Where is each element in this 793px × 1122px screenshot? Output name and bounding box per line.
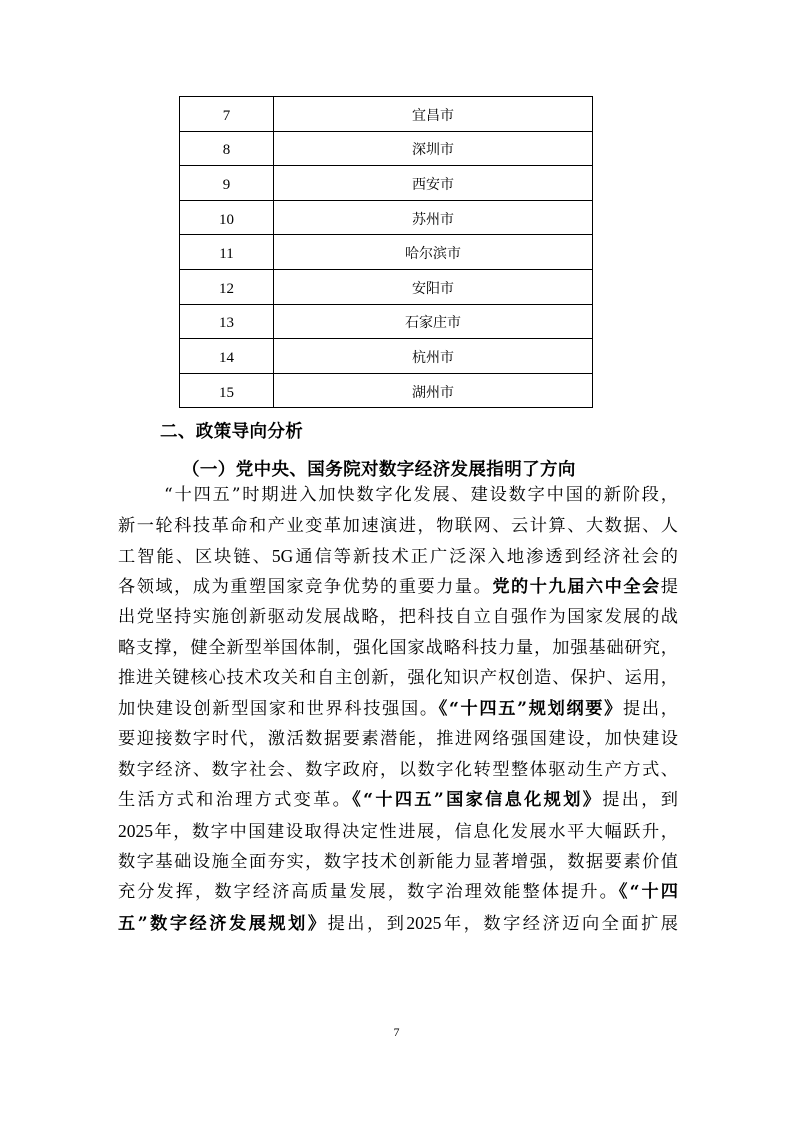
city-name: 湖州市: [274, 373, 593, 408]
line-text: 工智能、区块链、: [118, 547, 272, 568]
paragraph-line: [118, 511, 678, 542]
line-text: 要迎接数字时代，激活数据要素潜能，推进网络强国建设，加快建设: [118, 729, 678, 750]
table-row: [180, 269, 593, 304]
line-text: 数字经济、数字社会、数字政府，以数字化转型整体驱动生产方式、: [118, 759, 678, 780]
city-name: 哈尔滨市: [274, 235, 593, 270]
inline-number: 2025: [406, 912, 442, 933]
table-row: [180, 97, 593, 132]
table-row: [180, 373, 593, 408]
row-number: 15: [180, 373, 274, 408]
row-number: 14: [180, 339, 274, 374]
city-ranking-table: [179, 96, 593, 408]
paragraph-line: [118, 633, 678, 664]
line-text: 提: [660, 576, 678, 597]
paragraph-line: [118, 541, 678, 572]
table-row: [180, 339, 593, 374]
row-number: 8: [180, 131, 274, 166]
line-text: 充分发挥，数字经济高质量发展，数字治理效能整体提升。: [118, 882, 619, 903]
table-row: [180, 304, 593, 339]
paragraph-line: [118, 480, 678, 511]
city-name: 深圳市: [274, 131, 593, 166]
paragraph-line: [118, 755, 678, 786]
paragraph-line: [118, 877, 678, 908]
table-row: [180, 200, 593, 235]
line-text: 出党坚持实施创新驱动发展战略，把科技自立自强作为国家发展的战: [118, 607, 678, 628]
line-text: 加快建设创新型国家和世界科技强国。: [118, 698, 439, 719]
city-name: 石家庄市: [274, 304, 593, 339]
line-text: 提出，到: [327, 913, 407, 934]
section-heading: 二、政策导向分析: [160, 422, 304, 442]
paragraph-line: [118, 694, 678, 725]
line-text: 年，数字中国建设取得决定性进展，信息化发展水平大幅跃升，: [153, 822, 678, 843]
page-number: 7: [393, 1025, 400, 1039]
table-row: [180, 131, 593, 166]
subsection-heading: （一）党中央、国务院对数字经济发展指明了方向: [182, 460, 576, 480]
paragraph-line: [118, 602, 678, 633]
table-row: [180, 166, 593, 201]
body-paragraph: [118, 480, 678, 938]
line-text: 生活方式和治理方式变革。: [118, 790, 353, 811]
inline-number: 5G: [271, 546, 294, 567]
bold-emphasis: 党的十九届六中全会: [492, 576, 661, 597]
paragraph-line: [118, 724, 678, 755]
paragraph-line: [118, 572, 678, 603]
city-name: 安阳市: [274, 269, 593, 304]
line-text: 推进关键核心技术攻关和自主创新，强化知识产权创造、保护、运用，: [118, 668, 678, 689]
row-number: 10: [180, 200, 274, 235]
inline-number: 2025: [118, 821, 153, 842]
city-name: 杭州市: [274, 339, 593, 374]
line-text: “十四五”时期进入加快数字化发展、建设数字中国的新阶段，: [164, 485, 678, 505]
city-name: 宜昌市: [274, 97, 593, 132]
bold-emphasis: 《“十四五”规划纲要》: [438, 698, 624, 719]
row-number: 12: [180, 269, 274, 304]
paragraph-line: [118, 816, 678, 847]
row-number: 11: [180, 235, 274, 270]
line-text: 提出，: [623, 698, 678, 719]
line-text: 年，数字经济迈向全面扩展: [441, 913, 678, 934]
paragraph-line: [118, 908, 678, 939]
city-name: 苏州市: [274, 200, 593, 235]
table-row: [180, 235, 593, 270]
line-text: 略支撑，健全新型举国体制，强化国家战略科技力量，加强基础研究，: [118, 637, 678, 658]
paragraph-line: [118, 847, 678, 878]
paragraph-line: [118, 663, 678, 694]
row-number: 9: [180, 166, 274, 201]
line-text: 各领域，成为重塑国家竞争优势的重要力量。: [118, 576, 493, 597]
bold-emphasis: 《“十四: [618, 882, 678, 903]
row-number: 13: [180, 304, 274, 339]
row-number: 7: [180, 97, 274, 132]
city-name: 西安市: [274, 166, 593, 201]
line-text: 通信等新技术正广泛深入地渗透到经济社会的: [293, 547, 678, 568]
paragraph-line: [118, 785, 678, 816]
line-text: 新一轮科技革命和产业变革加速演进，物联网、云计算、大数据、人: [118, 515, 678, 536]
line-text: 数字基础设施全面夯实，数字技术创新能力显著增强，数据要素价值: [118, 851, 678, 872]
bold-emphasis: 五”数字经济发展规划》: [118, 913, 328, 934]
line-text: 提出，到: [602, 790, 678, 811]
bold-emphasis: 《“十四五”国家信息化规划》: [352, 790, 603, 811]
